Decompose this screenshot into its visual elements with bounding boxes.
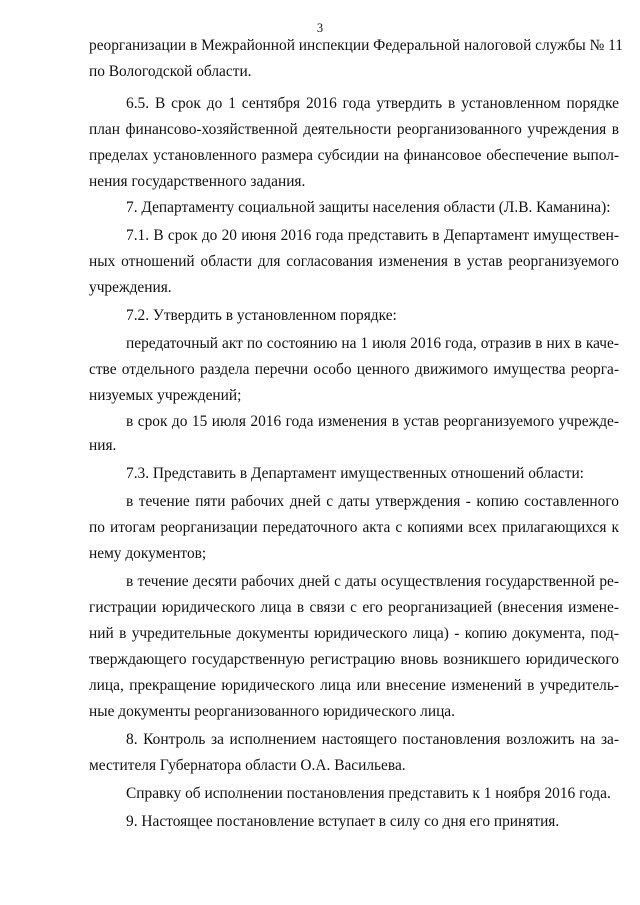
text-line: в срок до 15 июля 2016 года изменения в устав реорганизуемого учрежде-: [126, 413, 619, 430]
text-line: ных отношений области для согласования изменения в устав реорганизуемого: [89, 253, 619, 270]
text-line: по Вологодской области.: [89, 63, 252, 80]
text-line: по итогам реорганизации передаточного акта с копиями всех прилагающихся к: [89, 519, 619, 536]
text-line: гистрации юридического лица в связи с его реорганизацией (внесения измене-: [89, 599, 619, 616]
text-line: низуемых учреждений;: [89, 387, 242, 404]
text-line: 7.2. Утвердить в установленном порядке:: [126, 307, 397, 324]
text-line: передаточный акт по состоянию на 1 июля 2016 года, отразив в них в каче-: [126, 335, 619, 352]
text-line: план финансово-хозяйственной деятельности реорганизованного учреждения в: [89, 121, 619, 138]
text-line: реорганизации в Межрайонной инспекции Федеральной налоговой службы № 11: [89, 37, 623, 54]
text-line: 7. Департаменту социальной защиты населения области (Л.В. Каманина):: [126, 199, 611, 216]
text-line: учреждения.: [89, 279, 172, 296]
text-line: нения государственного задания.: [89, 173, 306, 190]
page-number: 3: [316, 21, 324, 35]
text-line: ний в учредительные документы юридического лица) - копию документа, под-: [89, 625, 619, 642]
text-line: 7.3. Представить в Департамент имущественных отношений области:: [126, 465, 584, 482]
text-line: 8. Контроль за исполнением настоящего постановления возложить на за-: [126, 731, 619, 748]
text-line: ния.: [89, 437, 117, 454]
text-line: ные документы реорганизованного юридического лица.: [89, 703, 455, 720]
text-line: 9. Настоящее постановление вступает в силу со дня его принятия.: [126, 813, 560, 830]
text-line: в течение пяти рабочих дней с даты утверждения - копию составленного: [126, 493, 619, 510]
text-line: в течение десяти рабочих дней с даты осуществления государственной ре-: [126, 573, 619, 590]
text-line: пределах установленного размера субсидии на финансовое обеспечение выпол-: [89, 147, 619, 164]
text-line: нему документов;: [89, 545, 207, 562]
text-line: Справку об исполнении постановления представить к 1 ноября 2016 года.: [126, 785, 611, 802]
text-line: 7.1. В срок до 20 июня 2016 года представить в Департамент имуществен-: [126, 227, 619, 244]
text-line: стве отдельного раздела перечни особо ценного движимого имущества реорга-: [89, 361, 619, 378]
text-line: лица, прекращение юридического лица или внесение изменений в учредитель-: [89, 677, 619, 694]
text-line: 6.5. В срок до 1 сентября 2016 года утвердить в установленном порядке: [126, 95, 619, 112]
text-line: местителя Губернатора области О.А. Васильева.: [89, 757, 406, 774]
text-line: тверждающего государственную регистрацию вновь возникшего юридического: [89, 651, 619, 668]
